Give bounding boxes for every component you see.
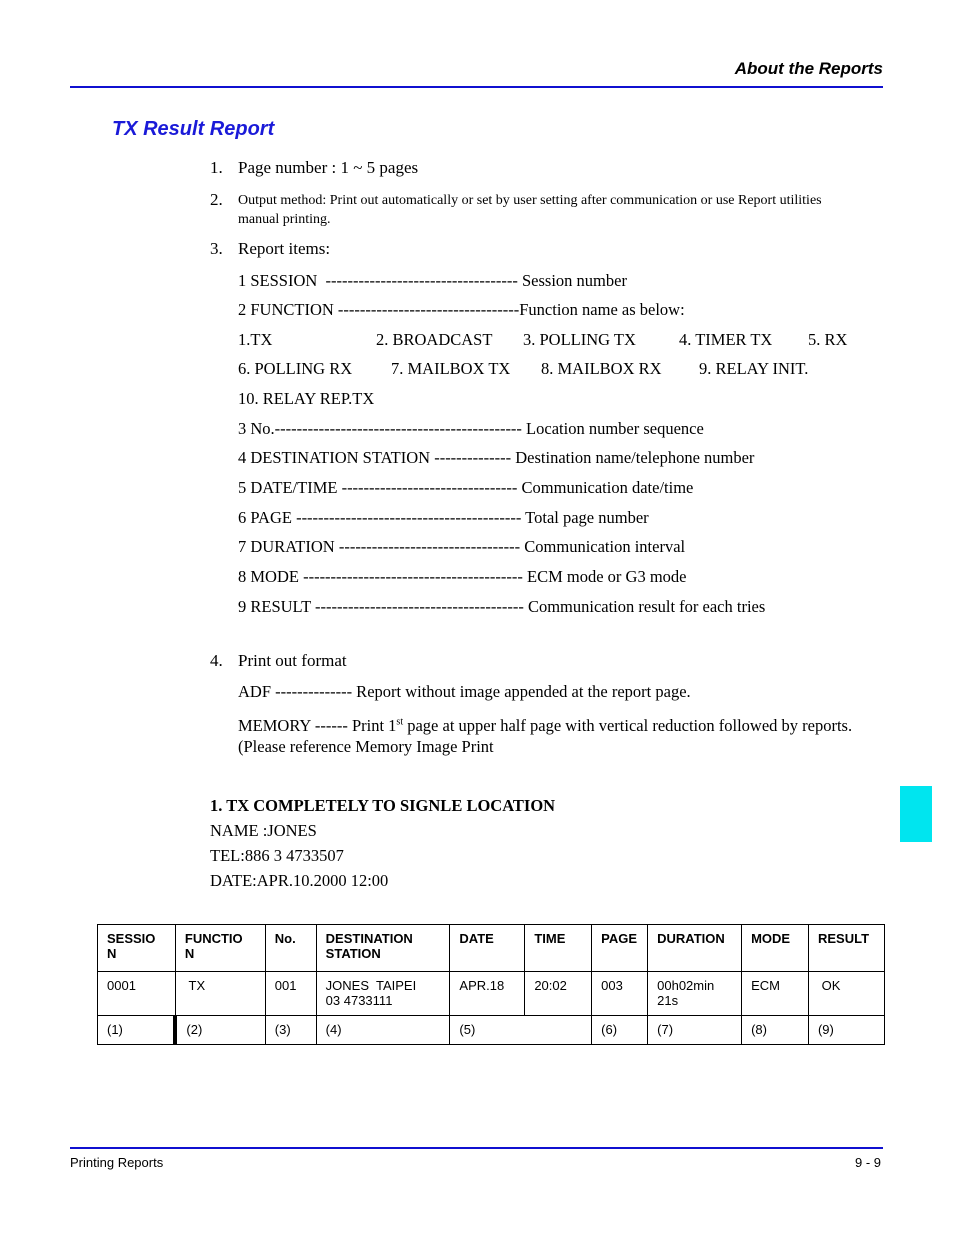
item-1-text: Page number : 1 ~ 5 pages: [238, 158, 419, 177]
report-item-result: 9 RESULT -------------------------------------- Communication result for each tries: [238, 597, 766, 616]
chapter-tab-marker: [900, 786, 932, 842]
table-cell: (1): [98, 1016, 176, 1045]
table-header-cell: TIME: [525, 925, 592, 972]
table-cell: (7): [648, 1016, 742, 1045]
footer-rule: [70, 1147, 883, 1149]
table-cell: 001: [265, 972, 316, 1016]
example-name: NAME :JONES: [210, 821, 317, 840]
table-cell: 0001: [98, 972, 176, 1016]
table-cell: (5): [450, 1016, 592, 1045]
table-header-cell: FUNCTIO N: [175, 925, 265, 972]
function-option: 2. BROADCAST: [376, 330, 493, 349]
table-cell: (3): [265, 1016, 316, 1045]
item-2-number: 2.: [210, 190, 223, 209]
table-header-cell: PAGE: [592, 925, 648, 972]
table-cell: JONES TAIPEI 03 4733111: [316, 972, 450, 1016]
function-option: 8. MAILBOX RX: [541, 359, 662, 378]
memory-superscript: st: [396, 716, 404, 728]
item-1-number: 1.: [210, 158, 223, 177]
report-item-session: 1 SESSION ----------------------------------- Session number: [238, 271, 627, 290]
table-cell: TX: [175, 972, 265, 1016]
section-title: TX Result Report: [112, 118, 275, 140]
function-option: 3. POLLING TX: [523, 330, 636, 349]
table-cell: 00h02min 21s: [648, 972, 742, 1016]
table-cell: (8): [742, 1016, 809, 1045]
item-4-number: 4.: [210, 651, 223, 670]
print-format-memory-line2: (Please reference Memory Image Print: [238, 737, 494, 756]
report-item-function: 2 FUNCTION ---------------------------------Function name as below:: [238, 300, 685, 319]
report-item-mode: 8 MODE ---------------------------------------- ECM mode or G3 mode: [238, 567, 687, 586]
item-2-text-line1: Output method: Print out automatically or set by user setting after communication or use Report utilities: [238, 193, 822, 208]
table-cell: 20:02: [525, 972, 592, 1016]
footer-page-number: 9 - 9: [854, 1155, 881, 1170]
example-tel: TEL:886 3 4733507: [210, 846, 344, 865]
function-option: 4. TIMER TX: [679, 330, 773, 349]
table-header-cell: DESTINATION STATION: [316, 925, 450, 972]
table-cell: (2): [175, 1016, 265, 1045]
table-cell: (6): [592, 1016, 648, 1045]
table-cell: 003: [592, 972, 648, 1016]
table-header-cell: DURATION: [648, 925, 742, 972]
report-item-datetime: 5 DATE/TIME -------------------------------- Communication date/time: [238, 478, 694, 497]
memory-text-a: MEMORY ------ Print 1: [238, 716, 397, 735]
item-3-text: Report items:: [238, 239, 331, 258]
example-date: DATE:APR.10.2000 12:00: [210, 871, 389, 890]
function-option: 7. MAILBOX TX: [391, 359, 511, 378]
tx-result-table: [97, 924, 885, 1045]
table-header-cell: MODE: [742, 925, 809, 972]
example-heading: 1. TX COMPLETELY TO SIGNLE LOCATION: [210, 796, 556, 815]
table-cell: (4): [316, 1016, 450, 1045]
item-2-text-line2: manual printing.: [238, 212, 331, 227]
function-option: 1.TX: [238, 330, 273, 349]
table-header-cell: SESSIO N: [98, 925, 176, 972]
memory-text-b: page at upper half page with vertical reduction followed by reports.: [403, 716, 853, 735]
print-format-memory: [238, 716, 852, 736]
table-header-cell: DATE: [450, 925, 525, 972]
table-row: [98, 972, 885, 1016]
footer-section-name: Printing Reports: [70, 1155, 164, 1170]
table-cell: (9): [808, 1016, 884, 1045]
function-option: 6. POLLING RX: [238, 359, 353, 378]
table-header-cell: No.: [265, 925, 316, 972]
table-cell: OK: [808, 972, 884, 1016]
report-item-no: 3 No.--------------------------------------------- Location number sequence: [238, 419, 704, 438]
table-row: [98, 1016, 885, 1045]
report-item-page: 6 PAGE ----------------------------------------- Total page number: [238, 508, 649, 527]
print-format-adf: ADF -------------- Report without image appended at the report page.: [238, 682, 691, 701]
table-cell: ECM: [742, 972, 809, 1016]
item-4-text: Print out format: [238, 651, 347, 670]
item-3-number: 3.: [210, 239, 223, 258]
report-item-duration: 7 DURATION --------------------------------- Communication interval: [238, 537, 686, 556]
header-rule: [70, 86, 883, 88]
function-option: 5. RX: [808, 330, 848, 349]
table-cell: APR.18: [450, 972, 525, 1016]
table-header-row: [98, 925, 885, 972]
running-header-title: About the Reports: [734, 59, 883, 78]
table-header-cell: RESULT: [808, 925, 884, 972]
function-option: 10. RELAY REP.TX: [238, 389, 375, 408]
report-item-destination: 4 DESTINATION STATION -------------- Destination name/telephone number: [238, 448, 755, 467]
function-option: 9. RELAY INIT.: [699, 359, 809, 378]
